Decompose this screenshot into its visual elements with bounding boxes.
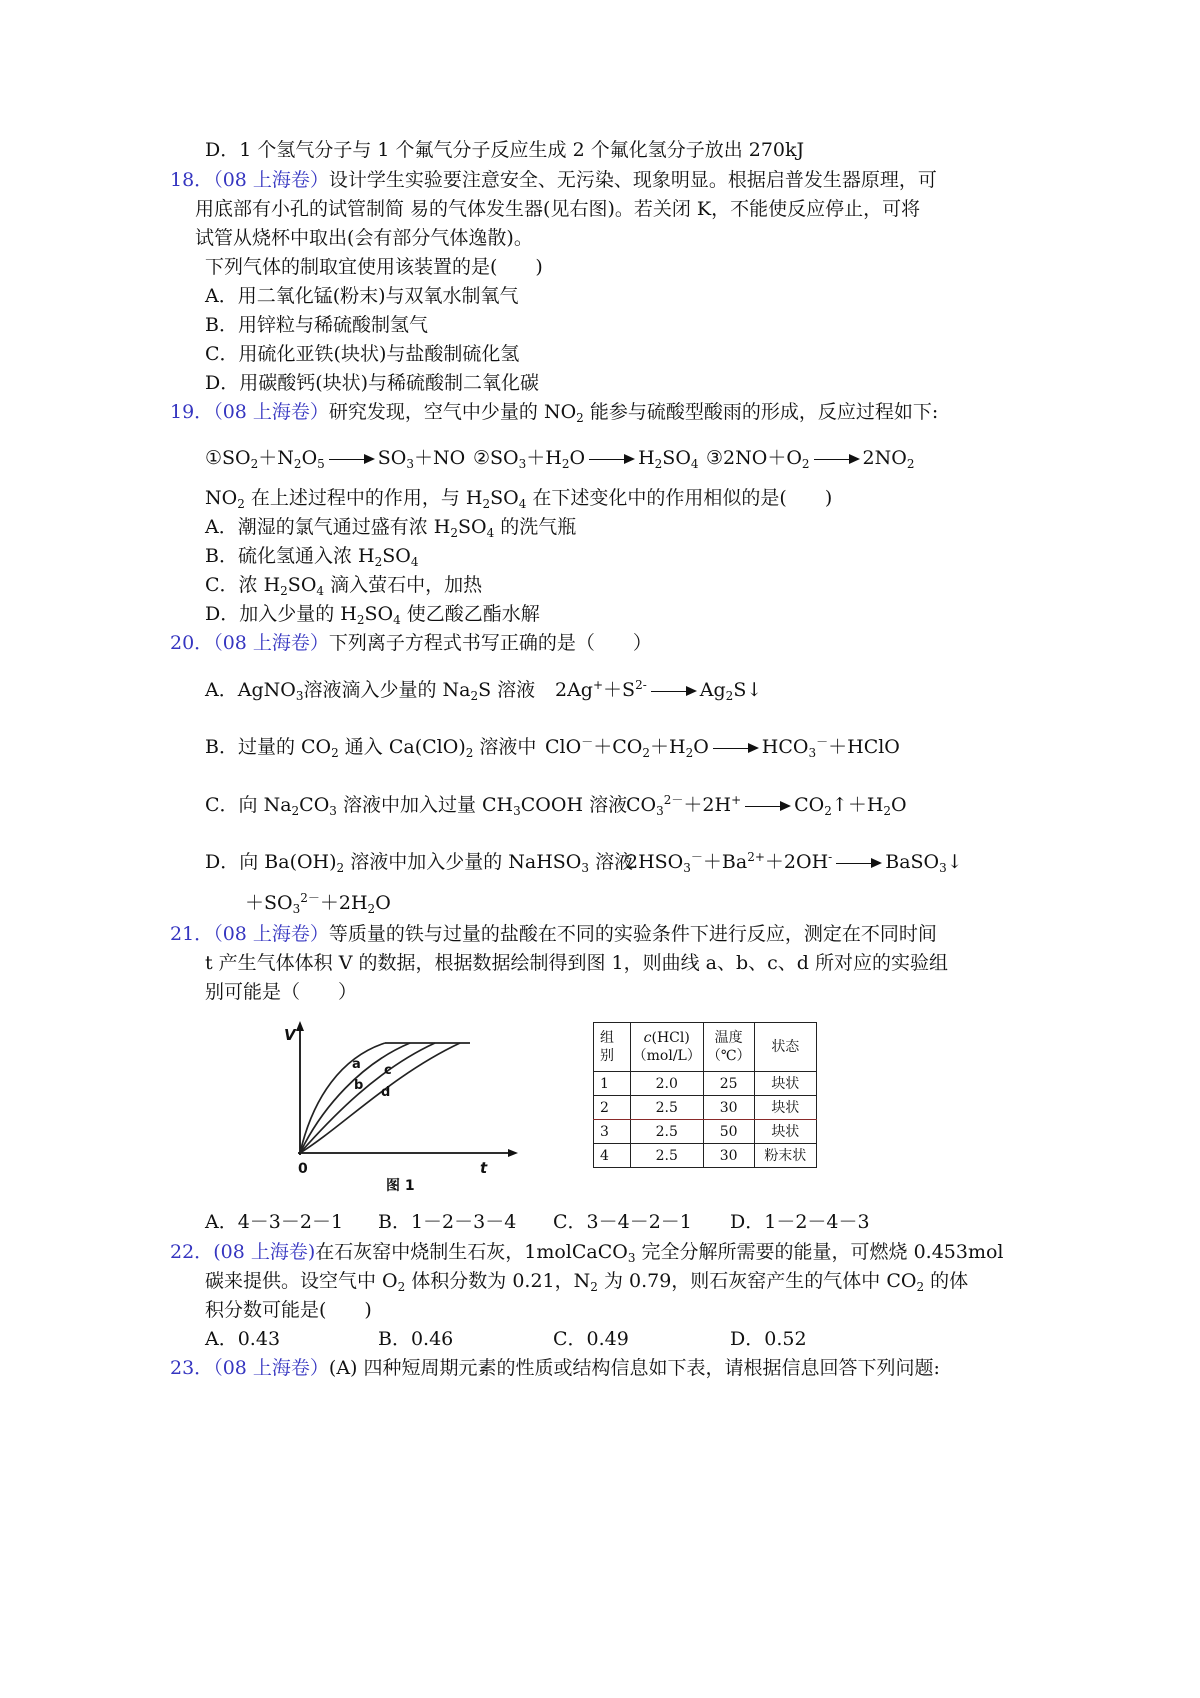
subscript: 2 (654, 457, 663, 472)
text-run: ＋S (603, 679, 636, 701)
header-unit: （mol/L） (632, 1048, 701, 1064)
text-run: ＋NO (414, 447, 466, 469)
header-text: 温度 (714, 1030, 743, 1046)
q19-question (205, 486, 832, 510)
subscript: 5 (317, 457, 325, 472)
table-cell: 1 (594, 1072, 631, 1096)
q22-option-a: A．0.43 (205, 1328, 281, 1350)
subscript: 2 (916, 1280, 925, 1295)
text-run: 溶液中加入过量 CH (336, 794, 514, 816)
question-source: （08 上海卷） (213, 1357, 329, 1379)
question-stem (328, 401, 939, 426)
table-header-row (594, 1023, 817, 1072)
q20-option-d-equation (626, 850, 963, 874)
question-source: （08 上海卷） (213, 169, 329, 191)
superscript: + (731, 793, 742, 808)
text-run: O (569, 447, 586, 469)
question-source: （08 上海卷） (213, 923, 329, 945)
subscript: 2 (906, 457, 915, 472)
subscript: 2 (725, 689, 734, 704)
superscript: － (690, 850, 703, 865)
subscript: 3 (292, 902, 301, 917)
text-run: SO (490, 487, 519, 509)
superscript: － (816, 735, 829, 750)
text-run: CO (299, 794, 330, 816)
text-run: D．向 Ba(OH) (205, 851, 337, 873)
subscript: 4 (486, 526, 495, 541)
superscript: 2－ (300, 891, 320, 906)
text-run: 在石灰窑中烧制生石灰，1molCaCO (315, 1241, 628, 1263)
subscript: 3 (656, 804, 664, 819)
table-cell: 50 (703, 1120, 754, 1144)
q20-option-b-equation (545, 735, 900, 759)
subscript: 3 (581, 861, 590, 876)
q18-option-a: A．用二氧化锰(粉末)与双氧水制氧气 (205, 285, 519, 307)
subscript: 4 (518, 497, 527, 512)
reaction-equation-2 (473, 446, 699, 470)
text-run: A．潮湿的氯气通过盛有浓 H (205, 516, 451, 538)
subscript: 2 (470, 689, 479, 704)
text-run: 碳来提供。设空气中 O (205, 1270, 398, 1292)
q18-option-d: D．用碳酸钙(块状)与稀硫酸制二氧化碳 (205, 372, 540, 394)
text-run: 的体 (924, 1270, 969, 1292)
text-run: O (693, 736, 709, 758)
subscript: 3 (627, 1251, 636, 1266)
text-run: O (375, 892, 391, 914)
text-run: D．加入少量的 H (205, 603, 357, 625)
superscript: － (581, 735, 594, 750)
subscript: 2 (576, 411, 584, 426)
reaction-equation-1 (205, 446, 465, 470)
text-run: B．硫化氢通入浓 H (205, 545, 375, 567)
q22-stem-line (205, 1298, 372, 1322)
subscript: 3 (518, 457, 527, 472)
text-run: ＋SO (245, 892, 293, 914)
subscript: 2 (367, 902, 376, 917)
q22-option-d: D．0.52 (730, 1328, 807, 1350)
subscript: 2 (280, 584, 288, 599)
experiment-conditions-table (593, 1022, 817, 1168)
reaction-arrow (836, 863, 880, 864)
text-run: C．向 Na (205, 794, 292, 816)
table-cell: 2.5 (630, 1144, 703, 1168)
subscript: 2 (590, 1280, 598, 1295)
text-run: SO (287, 574, 317, 596)
text-run: 溶液 (589, 851, 634, 873)
q20-option-d-equation-continued (245, 891, 391, 915)
question-stem: 设计学生实验要注意安全、无污染、现象明显。根据启普发生器原理，可 (328, 169, 937, 191)
subscript: 2 (801, 457, 810, 472)
header-text: 别 (600, 1048, 614, 1064)
table-cell: 30 (703, 1144, 754, 1168)
table-cell: 30 (703, 1096, 754, 1120)
subscript: 2 (883, 804, 892, 819)
text-run: ClO (545, 736, 582, 758)
text-run: 使乙酸乙酯水解 (400, 603, 540, 625)
text-run: ＋N (258, 447, 294, 469)
subscript: 2 (482, 497, 491, 512)
q18-stem-line: 试管从烧杯中取出(会有部分气体逸散)。 (195, 227, 533, 249)
question-source: （08 上海卷） (213, 401, 329, 423)
text-run: ①SO (205, 447, 251, 469)
curve-label-c: c (384, 1063, 392, 1078)
text-run: ＋CO (593, 736, 643, 758)
subscript: 2 (642, 746, 650, 761)
text-run: SO (662, 447, 691, 469)
table-cell: 4 (594, 1144, 631, 1168)
q19-option-a (205, 515, 576, 539)
table-row (594, 1144, 817, 1168)
text-run: 完全分解所需要的能量，可燃烧 0.453mol (635, 1241, 1004, 1263)
question-stem: 等质量的铁与过量的盐酸在不同的实验条件下进行反应，测定在不同时间 (328, 923, 937, 945)
q18-stem-line: 用底部有小孔的试管制简 易的气体发生器(见右图)。若关闭 K，不能使反应停止，可将 (195, 198, 921, 220)
superscript: 2+ (747, 850, 765, 865)
q21-option-d: D．1－2－4－3 (730, 1211, 870, 1233)
subscript: 2 (824, 804, 832, 819)
header-text: 组 (600, 1030, 614, 1046)
text-run: COOH 溶液 (520, 794, 628, 816)
subscript: 3 (295, 689, 304, 704)
text-run: 积分数可能是( ) (205, 1299, 372, 1321)
text-run: 溶液中 (473, 736, 537, 758)
q20-option-c (205, 793, 627, 817)
text-run: Ag (699, 679, 726, 701)
q19-option-d (205, 602, 540, 626)
q22-option-b: B．0.46 (378, 1328, 454, 1350)
question-number: 23． (170, 1357, 214, 1379)
text-run: 能参与硫酸型酸雨的形成，反应过程如下: (583, 401, 939, 423)
text-run: 滴入萤石中，加热 (324, 574, 483, 596)
table-row (594, 1096, 817, 1120)
text-run: 2HSO (626, 851, 684, 873)
question-source: （08 上海卷） (213, 632, 329, 654)
q17-option-d: D．1 个氢气分子与 1 个氟气分子反应生成 2 个氟化氢分子放出 270kJ (205, 139, 805, 161)
table-cell: 粉末状 (754, 1144, 816, 1168)
q21-header-line (170, 922, 937, 946)
table-header-state: 状态 (754, 1023, 816, 1072)
text-run: SO (364, 603, 394, 625)
subscript: 4 (690, 457, 699, 472)
figure-caption: 图 1 (386, 1178, 415, 1194)
origin-label: 0 (298, 1161, 308, 1177)
q20-option-d (205, 850, 633, 874)
text-run: 在下述变化中的作用相似的是( ) (526, 487, 833, 509)
subscript: 3 (329, 804, 337, 819)
curve-label-a: a (352, 1057, 361, 1072)
subscript: 3 (683, 861, 691, 876)
text-run: CO (794, 794, 825, 816)
text-run: 2NO (862, 447, 907, 469)
q18-option-b: B．用锌粒与稀硫酸制氢气 (205, 314, 428, 336)
text-run: A．AgNO (205, 679, 296, 701)
table-row (594, 1072, 817, 1096)
text-run: CO (626, 794, 657, 816)
table-row (594, 1120, 817, 1144)
subscript: 2 (291, 804, 300, 819)
table-cell: 2 (594, 1096, 631, 1120)
text-run: C．浓 H (205, 574, 281, 596)
table-cell: 2.5 (630, 1096, 703, 1120)
text-run: 研究发现，空气中少量的 NO (328, 401, 577, 423)
superscript: 2- (635, 678, 647, 693)
text-run: BaSO (885, 851, 940, 873)
table-cell: 2.5 (630, 1120, 703, 1144)
q21-option-a: A．4－3－2－1 (205, 1211, 344, 1233)
q22-stem-line (205, 1269, 968, 1293)
text-run: 溶液滴入少量的 Na (303, 679, 471, 701)
text-run: SO (457, 516, 487, 538)
q19-header-line (170, 400, 938, 424)
q23-header-line (170, 1356, 940, 1380)
question-number: 22． (170, 1241, 214, 1263)
y-axis-label: V (284, 1026, 296, 1044)
table-header-temperature (703, 1023, 754, 1072)
table-header-concentration (630, 1023, 703, 1072)
subscript: 4 (410, 555, 419, 570)
subscript: 2 (561, 457, 570, 472)
text-run: ＋H (649, 736, 686, 758)
subscript: 2 (685, 746, 694, 761)
x-axis-label: t (480, 1159, 488, 1177)
reaction-arrow (745, 806, 789, 807)
subscript: 3 (939, 861, 947, 876)
text-run: ③2NO＋O (706, 447, 802, 469)
text-run: 为 0.79，则石灰窑产生的气体中 CO (597, 1270, 917, 1292)
q20-option-c-equation (626, 793, 907, 817)
q21-stem-line: 别可能是（ ） (205, 981, 358, 1003)
text-run: 通入 Ca(ClO) (338, 736, 466, 758)
subscript: 2 (397, 1280, 406, 1295)
subscript: 3 (513, 804, 521, 819)
table-cell: 块状 (754, 1120, 816, 1144)
text-run: ↓ (946, 851, 963, 873)
table-cell: 2.0 (630, 1072, 703, 1096)
reaction-arrow (329, 459, 373, 460)
question-stem: (A) 四种短周期元素的性质或结构信息如下表，请根据信息回答下列问题: (328, 1357, 940, 1379)
question-number: 21． (170, 923, 214, 945)
reaction-arrow (651, 691, 695, 692)
subscript: 4 (393, 613, 401, 628)
q22-header-line (170, 1240, 1004, 1264)
q21-option-b: B．1－2－3－4 (378, 1211, 517, 1233)
table-cell: 25 (703, 1072, 754, 1096)
text-run: S↓ (733, 679, 763, 701)
q20-option-b (205, 735, 536, 759)
table-cell: 块状 (754, 1096, 816, 1120)
table-cell: 3 (594, 1120, 631, 1144)
q21-option-c: C．3－4－2－1 (553, 1211, 692, 1233)
subscript: 2 (237, 497, 245, 512)
text-run: B．过量的 CO (205, 736, 332, 758)
text-run: ＋Ba (702, 851, 748, 873)
reaction-arrow (713, 748, 757, 749)
text-run: 在上述过程中的作用，与 H (244, 487, 483, 509)
q20-header-line (170, 631, 652, 655)
table-cell: 块状 (754, 1072, 816, 1096)
text-run: ＋H (526, 447, 562, 469)
superscript: + (592, 678, 604, 693)
reaction-arrow (814, 459, 858, 460)
question-number: 19． (170, 401, 214, 423)
text-run: O (891, 794, 907, 816)
reaction-arrow (589, 459, 633, 460)
text-run: 的洗气瓶 (494, 516, 577, 538)
text-run: 2Ag (555, 679, 593, 701)
text-run: ＋2H (319, 892, 368, 914)
question-number: 20． (170, 632, 214, 654)
text-run: 体积分数为 0.21，N (405, 1270, 591, 1292)
q19-option-b (205, 544, 418, 568)
question-source: (08 上海卷) (213, 1241, 316, 1263)
text-run: NO (205, 487, 238, 509)
q21-stem-line: t 产生气体体积 V 的数据，根据数据绘制得到图 1，则曲线 a、b、c、d 所对应的实验组 (205, 952, 948, 974)
table-header-group (594, 1023, 631, 1072)
q18-option-c: C．用硫化亚铁(块状)与盐酸制硫化氢 (205, 343, 520, 365)
reaction-equation-3 (706, 446, 914, 470)
subscript: 2 (336, 861, 345, 876)
text-run: ↑＋H (831, 794, 884, 816)
text-run: SO (377, 447, 407, 469)
header-variable: c (643, 1030, 652, 1046)
subscript: 3 (406, 457, 415, 472)
text-run: SO (382, 545, 411, 567)
subscript: 2 (465, 746, 474, 761)
subscript: 2 (293, 457, 302, 472)
text-run: ＋2OH (764, 851, 829, 873)
text-run: HCO (761, 736, 809, 758)
subscript: 3 (808, 746, 817, 761)
superscript: 2－ (663, 793, 684, 808)
q19-option-c (205, 573, 482, 597)
text-run: S 溶液 (478, 679, 536, 701)
q18-header-line (170, 168, 937, 192)
q22-option-c: C．0.49 (553, 1328, 629, 1350)
x-axis-arrow (508, 1149, 518, 1157)
question-number: 18． (170, 169, 214, 191)
y-axis-arrow (296, 1021, 304, 1031)
text-run: O (301, 447, 318, 469)
text-run: ②SO (473, 447, 519, 469)
header-unit: （℃） (706, 1048, 751, 1064)
text-run: ＋HClO (828, 736, 900, 758)
text-run: H (638, 447, 655, 469)
superscript: - (828, 850, 833, 865)
subscript: 2 (450, 526, 458, 541)
subscript: 2 (374, 555, 383, 570)
figure-1-volume-time-graph (280, 1015, 525, 1200)
q18-question: 下列气体的制取宜使用该装置的是( ) (205, 256, 543, 278)
subscript: 2 (356, 613, 365, 628)
text-run: 溶液中加入少量的 NaHSO (344, 851, 582, 873)
q20-option-a-equation (555, 678, 762, 702)
text-run: ＋2H (683, 794, 732, 816)
header-text: (HCl) (651, 1030, 690, 1046)
q20-option-a (205, 678, 535, 702)
curve-label-b: b (354, 1078, 364, 1093)
question-stem: 下列离子方程式书写正确的是（ ） (328, 632, 652, 654)
curve-label-d: d (381, 1085, 391, 1100)
question-stem (315, 1241, 1004, 1266)
subscript: 2 (331, 746, 339, 761)
subscript: 4 (316, 584, 325, 599)
subscript: 2 (250, 457, 259, 472)
